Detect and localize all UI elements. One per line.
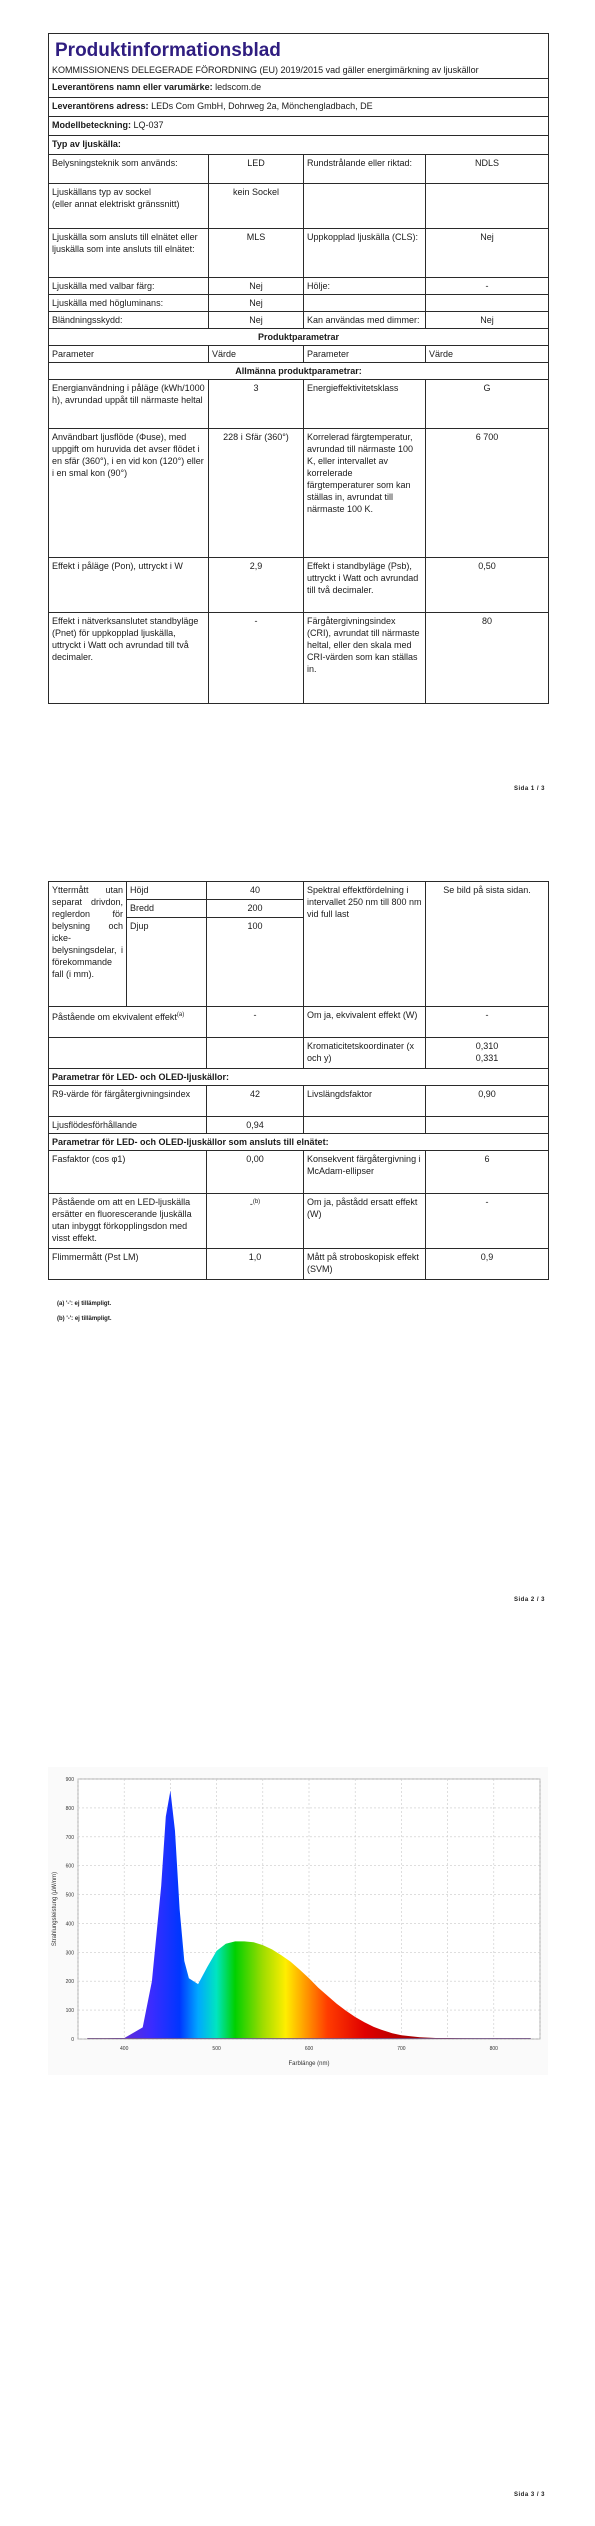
y-tick-label: 400	[65, 1921, 74, 1928]
y-axis-label: Strahlungsleistung (µW/nm)	[52, 1871, 58, 1947]
y-tick-label: 200	[65, 1979, 74, 1986]
row-label: Bländningsskydd:	[49, 312, 209, 329]
y-tick-label: 300	[65, 1950, 74, 1957]
x-tick-label: 500	[212, 2046, 221, 2052]
y-tick-label: 900	[65, 1777, 74, 1783]
col-header-param: Parameter	[304, 346, 426, 363]
dim-value: 40	[207, 882, 304, 900]
row-value: kein Sockel	[209, 184, 304, 229]
y-tick-label: 500	[65, 1892, 74, 1899]
pf-value: 0,00	[207, 1151, 304, 1194]
row-value: Nej	[209, 295, 304, 312]
life-label: Livslängdsfaktor	[304, 1086, 426, 1117]
macadam-label: Konsekvent färgåtergivning i McAdam-ellipser	[304, 1151, 426, 1194]
flux-value: 0,94	[207, 1117, 304, 1134]
param-value: 2,9	[209, 558, 304, 613]
dim-value: 200	[207, 900, 304, 918]
spd-label: Spektral effektfördelning i intervallet 250 nm till 800 nm vid full last	[304, 882, 426, 1007]
spd-value: Se bild på sista sidan.	[426, 882, 549, 1007]
row-value: Nej	[426, 229, 549, 278]
row-value: LED	[209, 155, 304, 184]
x-tick-label: 800	[489, 2046, 498, 2052]
y-tick-label: 600	[65, 1863, 74, 1870]
regulation-text: KOMMISSIONENS DELEGERADE FÖRORDNING (EU) 2019/2015 vad gäller energimärkning av ljuskällor	[52, 65, 479, 75]
spectral-distribution-chart	[48, 1767, 548, 2075]
r9-value: 42	[207, 1086, 304, 1117]
row-label: Ljuskälla som ansluts till elnätet eller ljuskälla som inte ansluts till elnätet:	[49, 229, 209, 278]
param-value: 6 700	[426, 429, 549, 558]
r9-label: R9-värde för färgåtergivningsindex	[49, 1086, 207, 1117]
dim-value: 100	[207, 918, 304, 1007]
col-header-value: Värde	[426, 346, 549, 363]
dim-label: Djup	[127, 918, 207, 1007]
param-value: G	[426, 380, 549, 429]
model-value: LQ-037	[133, 120, 164, 130]
footnote-b: (b) '-': ej tillämpligt.	[57, 1316, 112, 1322]
general-params-heading: Allmänna produktparametrar:	[49, 363, 549, 380]
row-label: Uppkopplad ljuskälla (CLS):	[304, 229, 426, 278]
dim-label: Höjd	[127, 882, 207, 900]
footnote-ref: (b)	[252, 1199, 261, 1205]
row-label: Rundstrålande eller riktad:	[304, 155, 426, 184]
row-value: Nej	[426, 312, 549, 329]
param-label: Färgåtergivningsindex (CRI), avrundat till närmaste heltal, eller den skala med CRI-värden som kan ställas in.	[304, 613, 426, 704]
row-label: Kan användas med dimmer:	[304, 312, 426, 329]
row-value: Nej	[209, 278, 304, 295]
y-tick-label: 100	[65, 2008, 74, 2015]
dim-label: Bredd	[127, 900, 207, 918]
replace-label: Påstående om att en LED-ljuskälla ersätter en fluorescerande ljuskälla utan inbyggt förkopplingsdon med visst effekt.	[49, 1194, 207, 1249]
product-params-table-2	[48, 881, 549, 1280]
flux-label: Ljusflödesförhållande	[49, 1117, 207, 1134]
led-params-heading: Parametrar för LED- och OLED-ljuskällor:	[49, 1069, 549, 1086]
model-label: Modellbeteckning:	[52, 120, 132, 130]
macadam-value: 6	[426, 1151, 549, 1194]
x-axis-label: Farblänge (nm)	[288, 2061, 330, 2067]
param-label: Energianvändning i påläge (kWh/1000 h), avrundad uppåt till närmaste heltal	[49, 380, 209, 429]
footnote-a: (a) '-': ej tillämpligt.	[57, 1301, 112, 1307]
row-label: Ljuskälla med högluminans:	[49, 295, 209, 312]
page-title: Produktinformationsblad	[55, 40, 281, 61]
row-label: Hölje:	[304, 278, 426, 295]
row-value: MLS	[209, 229, 304, 278]
x-tick-label: 700	[397, 2046, 406, 2052]
footnote-ref: (a)	[176, 1012, 185, 1018]
param-value: 80	[426, 613, 549, 704]
spectrum-chart-frame	[48, 1767, 548, 2075]
replace-value: -	[249, 1199, 253, 1209]
page-number: Sida 3 / 3	[513, 2492, 545, 2498]
y-tick-label: 700	[65, 1834, 74, 1841]
row-value: -	[426, 278, 549, 295]
page-number: Sida 1 / 3	[513, 786, 545, 792]
chroma-x: 0,310	[475, 1041, 499, 1051]
row-value: Nej	[209, 312, 304, 329]
row-label-note: (eller annat elektriskt gränssnitt)	[52, 199, 180, 209]
equiv-label: Påstående om ekvivalent effekt	[52, 1012, 177, 1022]
svm-value: 0,9	[426, 1249, 549, 1280]
flicker-value: 1,0	[207, 1249, 304, 1280]
x-tick-label: 400	[120, 2046, 129, 2052]
row-value: NDLS	[426, 155, 549, 184]
y-tick-label: 800	[65, 1805, 74, 1812]
col-header-param: Parameter	[49, 346, 209, 363]
col-header-value: Värde	[209, 346, 304, 363]
row-label: Belysningsteknik som används:	[49, 155, 209, 184]
param-label: Energieffektivitetsklass	[304, 380, 426, 429]
param-label: Effekt i nätverksanslutet standbyläge (Pnet) för uppkopplad ljuskälla, uttryckt i Watt och avrundad till två decimaler.	[49, 613, 209, 704]
svm-label: Mått på stroboskopisk effekt (SVM)	[304, 1249, 426, 1280]
supplier-address-label: Leverantörens adress:	[52, 101, 149, 111]
param-label: Användbart ljusflöde (Φuse), med uppgift om huruvida det avser flödet i en sfär (360°), i en vid kon (120°) eller i en smal kon (90°)	[49, 429, 209, 558]
dims-label: Yttermått utan separat drivdon, reglerdon för belysning och icke-belysningsdelar, i förekommande fall (i mm).	[49, 882, 127, 1007]
param-value: -	[209, 613, 304, 704]
equiv-value: -	[207, 1007, 304, 1038]
param-label: Effekt i standbyläge (Psb), uttryckt i Watt och avrundad till två decimaler.	[304, 558, 426, 613]
param-value: 228 i Sfär (360°)	[209, 429, 304, 558]
row-label: Ljuskälla med valbar färg:	[49, 278, 209, 295]
replace-w-value: -	[426, 1194, 549, 1249]
supplier-address-value: LEDs Com GmbH, Dohrweg 2a, Mönchengladbach, DE	[151, 101, 373, 111]
life-value: 0,90	[426, 1086, 549, 1117]
flicker-label: Flimmermått (Pst LM)	[49, 1249, 207, 1280]
param-label: Effekt i påläge (Pon), uttryckt i W	[49, 558, 209, 613]
type-heading: Typ av ljuskälla:	[49, 136, 549, 155]
supplier-name-label: Leverantörens namn eller varumärke:	[52, 82, 213, 92]
equiv-w-label: Om ja, ekvivalent effekt (W)	[304, 1007, 426, 1038]
row-label: Ljuskällans typ av sockel	[52, 187, 152, 197]
replace-w-label: Om ja, påstådd ersatt effekt (W)	[304, 1194, 426, 1249]
x-tick-label: 600	[304, 2046, 314, 2052]
param-value: 3	[209, 380, 304, 429]
supplier-name-value: ledscom.de	[215, 82, 262, 92]
product-params-heading: Produktparametrar	[49, 329, 549, 346]
param-label: Korrelerad färgtemperatur, avrundad till närmaste 100 K, eller intervallet av korrelerade färgtemperaturer som kan ställas in, avrundat till närmaste 100 K.	[304, 429, 426, 558]
param-value: 0,50	[426, 558, 549, 613]
y-tick-label: 0	[71, 2037, 74, 2043]
page-number: Sida 2 / 3	[513, 1597, 545, 1603]
chroma-y: 0,331	[475, 1053, 499, 1063]
mains-params-heading: Parametrar för LED- och OLED-ljuskällor som ansluts till elnätet:	[49, 1134, 549, 1151]
pf-label: Fasfaktor (cos φ1)	[49, 1151, 207, 1194]
chroma-label: Kromaticitetskoordinater (x och y)	[304, 1038, 426, 1069]
equiv-w-value: -	[426, 1007, 549, 1038]
